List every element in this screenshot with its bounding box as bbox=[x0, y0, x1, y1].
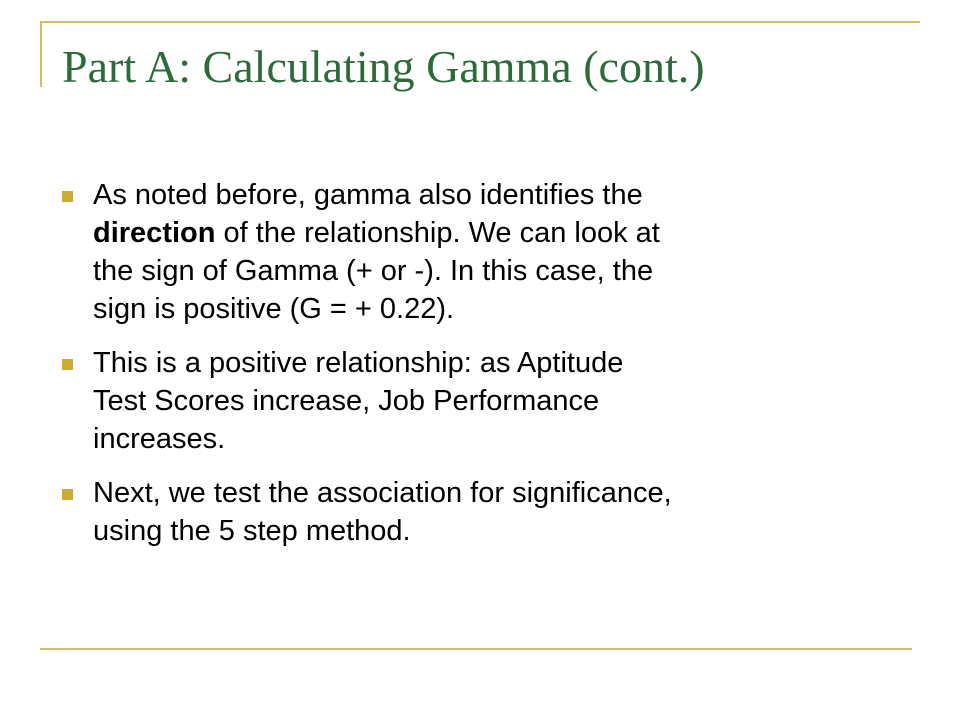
bullet-text: Next, we test the association for significance, bbox=[93, 477, 672, 509]
bullet-line bbox=[93, 344, 922, 382]
square-bullet-icon bbox=[62, 489, 73, 500]
bullet-text: This is a positive relationship: as Aptitude bbox=[93, 347, 624, 379]
bullet-text: increases. bbox=[93, 423, 226, 455]
bullet-text: the sign of Gamma (+ or -). In this case, the bbox=[93, 255, 654, 287]
bullet-list bbox=[62, 176, 922, 566]
bullet-text: Test Scores increase, Job Performance bbox=[93, 385, 600, 417]
bullet-line bbox=[93, 512, 922, 550]
square-bullet-icon bbox=[62, 191, 73, 202]
bullet-text: of the relationship. We can look at bbox=[215, 217, 660, 249]
bullet-text: sign is positive (G = + 0.22). bbox=[93, 293, 455, 325]
bullet-text: using the 5 step method. bbox=[93, 515, 411, 547]
emphasis-text: direction bbox=[93, 217, 216, 249]
bullet-line bbox=[93, 214, 922, 252]
bullet-item bbox=[62, 344, 922, 458]
bottom-rule bbox=[40, 648, 912, 650]
bullet-line bbox=[93, 474, 922, 512]
square-bullet-icon bbox=[62, 359, 73, 370]
top-rule bbox=[40, 21, 920, 23]
bullet-line bbox=[93, 176, 922, 214]
bullet-text: As noted before, gamma also identifies the bbox=[93, 179, 643, 211]
slide-title: Part A: Calculating Gamma (cont.) bbox=[62, 41, 705, 92]
bullet-item bbox=[62, 176, 922, 328]
bullet-item bbox=[62, 474, 922, 550]
bullet-line bbox=[93, 252, 922, 290]
bullet-line bbox=[93, 382, 922, 420]
bullet-line bbox=[93, 290, 922, 328]
bullet-line bbox=[93, 420, 922, 458]
left-rule bbox=[40, 21, 42, 87]
